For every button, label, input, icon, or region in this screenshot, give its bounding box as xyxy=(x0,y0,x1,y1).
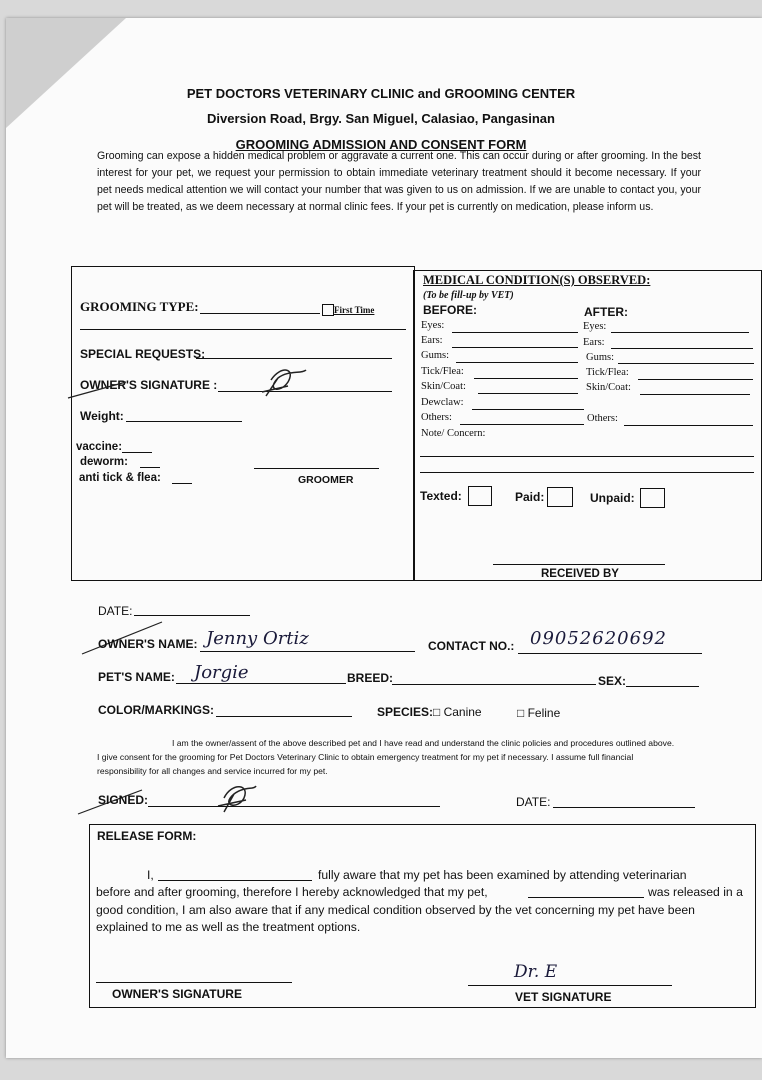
color-markings-label: COLOR/MARKINGS: xyxy=(98,703,214,717)
after-ears-label: Ears: xyxy=(583,337,605,348)
intro-paragraph: Grooming can expose a hidden medical problem or aggravate a current one. This can occur during or after grooming. In the best interest for your pet, we request your permission to obtain immediate veterinary treatment should it become necessary. If your pet needs medical attention we will contact your number that was given to us on admission. If we are unable to contact you, your pet will be treated, as we deem necessary at normal clinic fees. If your pet is currently on medication, please inform us. xyxy=(97,150,701,213)
pet-name-value[interactable]: Jorgie xyxy=(194,662,249,683)
date2-label: DATE: xyxy=(516,795,551,809)
special-requests-field[interactable] xyxy=(196,358,392,359)
color-markings-field[interactable] xyxy=(216,716,352,717)
date-field[interactable] xyxy=(134,615,250,616)
received-by-line[interactable] xyxy=(493,564,665,565)
owner-signature-label: OWNER'S SIGNATURE : xyxy=(80,378,218,392)
first-time-checkbox[interactable] xyxy=(322,304,334,316)
owner-name-field[interactable] xyxy=(200,651,415,652)
before-skin-field[interactable] xyxy=(478,393,578,394)
anti-tick-field[interactable] xyxy=(172,483,192,484)
after-others-field[interactable] xyxy=(624,425,753,426)
grooming-type-label: GROOMING TYPE: xyxy=(80,299,199,314)
texted-label: Texted: xyxy=(420,489,462,503)
after-eyes-field[interactable] xyxy=(611,332,749,333)
signed-field[interactable] xyxy=(148,806,440,807)
contact-label: CONTACT NO.: xyxy=(428,639,515,653)
after-heading: AFTER: xyxy=(584,305,628,319)
weight-field[interactable] xyxy=(126,421,242,422)
breed-field[interactable] xyxy=(392,684,596,685)
weight-label: Weight: xyxy=(80,409,124,423)
note-label: Note/ Concern: xyxy=(421,428,486,439)
anti-tick-label: anti tick & flea: xyxy=(79,472,161,484)
note-line-2[interactable] xyxy=(420,472,754,473)
after-gums-field[interactable] xyxy=(618,363,754,364)
owner-release-signature-line[interactable] xyxy=(96,982,292,983)
before-others-field[interactable] xyxy=(460,424,584,425)
vet-signature-label: VET SIGNATURE xyxy=(515,990,612,1004)
note-line-1[interactable] xyxy=(420,456,754,457)
vaccine-field[interactable] xyxy=(122,452,152,453)
grooming-type-field[interactable] xyxy=(200,313,320,314)
owner-signature-scribble xyxy=(66,360,316,405)
release-text-4: explained to me as well as the treatment options. xyxy=(96,920,361,934)
release-i: I, xyxy=(147,868,154,882)
release-name-field[interactable] xyxy=(158,880,312,881)
after-ears-field[interactable] xyxy=(611,348,753,349)
release-title: RELEASE FORM: xyxy=(97,829,197,843)
grooming-type-line2[interactable] xyxy=(80,329,406,330)
before-others-label: Others: xyxy=(421,412,452,423)
canine-option[interactable]: □ Canine xyxy=(433,705,482,719)
breed-label: BREED: xyxy=(347,671,394,685)
deworm-field[interactable] xyxy=(140,467,160,468)
release-text-1: fully aware that my pet has been examined by attending veterinarian xyxy=(318,868,687,882)
unpaid-label: Unpaid: xyxy=(590,491,635,505)
vet-signature-line[interactable] xyxy=(468,985,672,986)
before-eyes-label: Eyes: xyxy=(421,320,445,331)
date2-field[interactable] xyxy=(553,807,695,808)
pet-name-label: PET'S NAME: xyxy=(98,670,175,684)
received-by-label: RECEIVED BY xyxy=(541,568,619,580)
release-text-2b: was released in a xyxy=(648,885,743,899)
before-ears-field[interactable] xyxy=(452,347,578,348)
medical-subtitle: (To be fill-up by VET) xyxy=(423,290,514,301)
before-eyes-field[interactable] xyxy=(452,332,578,333)
before-skin-label: Skin/Coat: xyxy=(421,381,466,392)
after-tick-field[interactable] xyxy=(638,379,753,380)
groomer-signature-line[interactable] xyxy=(254,468,379,469)
feline-option[interactable]: □ Feline xyxy=(517,706,561,720)
paid-label: Paid: xyxy=(515,490,545,504)
contact-value[interactable]: 09052620692 xyxy=(530,628,667,649)
consent-line-3: responsibility for all changes and service incurred for my pet. xyxy=(97,766,328,776)
species-label: SPECIES: xyxy=(377,705,434,719)
before-tick-label: Tick/Flea: xyxy=(421,366,464,377)
paid-checkbox[interactable] xyxy=(547,487,573,507)
release-text-3: good condition, I am also aware that if any medical condition observed by the vet concerning my pet have been xyxy=(96,903,695,917)
clinic-name: PET DOCTORS VETERINARY CLINIC and GROOMING CENTER xyxy=(186,86,576,101)
pet-name-field[interactable] xyxy=(176,683,346,684)
after-tick-label: Tick/Flea: xyxy=(586,367,629,378)
vaccine-label: vaccine: xyxy=(76,441,123,453)
before-ears-label: Ears: xyxy=(421,335,443,346)
release-pet-field[interactable] xyxy=(528,897,644,898)
after-skin-field[interactable] xyxy=(640,394,750,395)
owner-release-signature-label: OWNER'S SIGNATURE xyxy=(112,987,242,1001)
unpaid-checkbox[interactable] xyxy=(640,488,665,508)
after-others-label: Others: xyxy=(587,413,618,424)
sex-label: SEX: xyxy=(598,674,627,688)
groomer-label: GROOMER xyxy=(298,474,354,486)
owner-name-label: OWNER'S NAME: xyxy=(98,637,198,651)
dewclaw-field[interactable] xyxy=(472,409,584,410)
consent-line-2: I give consent for the grooming for Pet Doctors Veterinary Clinic to obtain emergency treatment for my pet if necessary. I assume full financial xyxy=(97,752,634,762)
dewclaw-label: Dewclaw: xyxy=(421,397,464,408)
vet-initials: Dr. E xyxy=(514,962,558,982)
first-time-label: First Time xyxy=(334,305,375,315)
after-eyes-label: Eyes: xyxy=(583,321,607,332)
deworm-label: deworm: xyxy=(80,456,128,468)
release-text-2a: before and after grooming, therefore I hereby acknowledged that my pet, xyxy=(96,885,488,899)
medical-title: MEDICAL CONDITION(S) OBSERVED: xyxy=(423,273,651,287)
after-gums-label: Gums: xyxy=(586,352,615,363)
before-tick-field[interactable] xyxy=(474,378,578,379)
before-gums-label: Gums: xyxy=(421,350,450,361)
after-skin-label: Skin/Coat: xyxy=(586,382,631,393)
consent-line-1: I am the owner/assent of the above described pet and I have read and understand the clinic policies and procedures outlined above. xyxy=(172,738,675,748)
special-requests-label: SPECIAL REQUESTS: xyxy=(80,347,206,361)
owner-name-value[interactable]: Jenny Ortiz xyxy=(206,628,309,649)
signed-label: SIGNED: xyxy=(98,793,149,807)
date-label: DATE: xyxy=(98,604,133,618)
sex-field[interactable] xyxy=(626,686,699,687)
contact-field[interactable] xyxy=(518,653,702,654)
before-heading: BEFORE: xyxy=(423,303,477,317)
clinic-address: Diversion Road, Brgy. San Miguel, Calasiao, Pangasinan xyxy=(207,111,555,126)
before-gums-field[interactable] xyxy=(456,362,578,363)
texted-checkbox[interactable] xyxy=(468,486,492,506)
form-title: GROOMING ADMISSION AND CONSENT FORM xyxy=(235,137,527,152)
